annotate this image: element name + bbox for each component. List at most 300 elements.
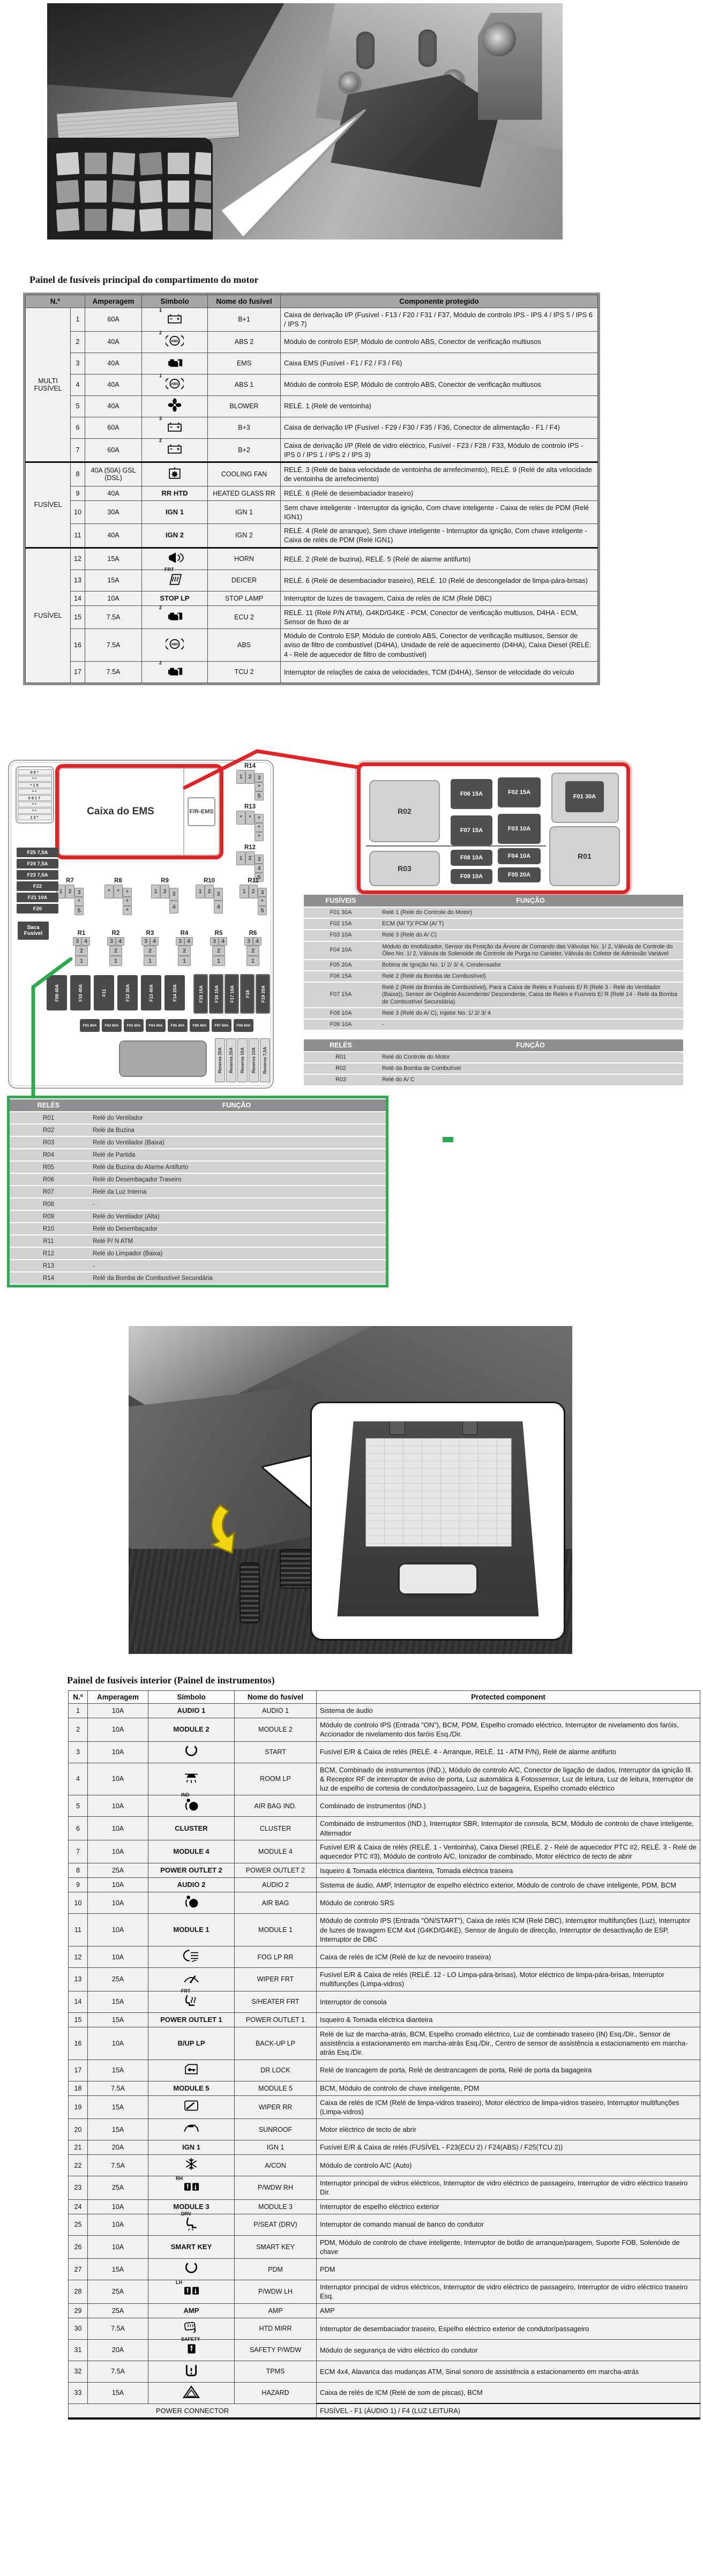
fuse-name: B+1 [208, 308, 281, 332]
table-row [69, 1991, 700, 2012]
fuse-name: START [235, 1741, 317, 1763]
table-row [69, 1878, 700, 1892]
protected-component: Interruptor de luzes de travagem, Caixa de relés de ICM (Relé DBC) [281, 591, 598, 605]
fuse-amperage: 15A [85, 548, 142, 570]
table-row [26, 438, 598, 462]
reles-function-table-right [304, 1038, 683, 1087]
table-row [26, 308, 598, 332]
cover-clip [462, 1417, 477, 1435]
fuse-symbol [148, 1863, 235, 1878]
fuse-block: F07 60A [212, 1019, 231, 1032]
protected-component: RELÉ. 1 (Relé de ventoinha) [281, 395, 598, 417]
fuse-number: 13 [71, 570, 85, 591]
fuse-number: 1 [71, 308, 85, 332]
table-row [69, 1817, 700, 1840]
interior-photo [129, 1326, 572, 1654]
reserve-fuse: Reserva 20A [226, 1038, 236, 1082]
fuse-name: AUDIO 1 [235, 1704, 317, 1718]
fuse-number: 20 [69, 2119, 88, 2140]
fuse-block: F12 30A [117, 975, 138, 1010]
fuse-symbol [148, 2060, 235, 2081]
table-row [26, 629, 598, 662]
fuse-block: F06 15A [451, 779, 492, 809]
fuse-name: AMP [235, 2303, 317, 2318]
fuse-symbol [148, 2155, 235, 2176]
fuse-symbol [142, 395, 208, 417]
item-id: F02 15A [304, 919, 378, 929]
table-row [69, 2176, 700, 2200]
table-row [69, 2012, 700, 2027]
fuse-name: IGN 1 [208, 500, 281, 524]
fuse-amperage: 10A [88, 2235, 148, 2259]
symbol-modifier: LH [176, 2279, 182, 2285]
protected-component: RELÉ. 6 (Relé de desembaciador traseiro) [281, 486, 598, 500]
fuse-name: ECU 2 [208, 605, 281, 629]
fuse-number: 18 [69, 2081, 88, 2095]
relay-chip-shape [56, 180, 79, 203]
abs-icon [166, 637, 184, 654]
reserve-fuse: Reserva 15A [237, 1038, 248, 1082]
fuse-number: 6 [69, 1817, 88, 1840]
relay-R13: R13 * * * * * [236, 804, 264, 841]
relay-chip-shape [168, 181, 190, 203]
fuse-symbol [148, 2382, 235, 2403]
fuse-block: F18 [240, 974, 255, 1014]
protected-component: Módulo de controlo ESP, Módulo de controlo ABS, Conector de verificação multiusos [281, 374, 598, 395]
symbol-text: SMART KEY [170, 2242, 212, 2251]
fuse-name: SAFETY P/WDW [235, 2339, 317, 2361]
connector-pin-label: 05* [18, 769, 52, 775]
fuse-name: S/HEATER FRT [235, 1991, 317, 2012]
symbol-modifier: FRT [164, 566, 174, 572]
relay-chip-shape [85, 209, 107, 231]
item-function: Relé do Ventilador (Baixa) [87, 1137, 386, 1148]
fuse-name: ROOM LP [235, 1763, 317, 1795]
ems-fusebox-diagram [8, 760, 274, 1089]
item-id: F08 10A [304, 1008, 378, 1019]
column-header: FUNÇÃO [378, 1039, 683, 1051]
fuse-name: P/SEAT (DRV) [235, 2214, 317, 2235]
fuse-amperage: 15A [85, 570, 142, 591]
fuse-block: F05 40A [168, 1019, 188, 1032]
protected-component: Motor eléctrico de tecto de abrir [317, 2119, 700, 2140]
fuse-name: BACK-UP LP [235, 2027, 317, 2060]
fuse-block: F08 60A [234, 1019, 253, 1032]
engine-icon [159, 605, 184, 625]
protected-component: Módulo de controlo A/C (Auto) [317, 2155, 700, 2176]
engine-fuse-table [25, 295, 598, 683]
table-row [26, 570, 598, 591]
connector-pin-label: ** [18, 789, 52, 795]
symbol-text: RR HTD [161, 489, 188, 497]
abs-icon [159, 372, 184, 393]
item-function: Relé da Buzina [87, 1125, 386, 1136]
connector-pin-label: ** [18, 776, 52, 782]
fuse-symbol [142, 661, 208, 683]
connector-pin-label: 12* [18, 814, 52, 820]
symbol-modifier: SAFETY [181, 2336, 200, 2342]
protected-component: Caixa de derivação I/P (Fusível - F13 / F20 / F31 / F37, Módulo de controlo IPS - IPS 4 / IPS 5 / IPS 6 / IPS 7) [281, 308, 598, 332]
ems-box-label: Caixa do EMS [87, 806, 154, 817]
table-row [10, 1223, 386, 1234]
fuse-symbol [142, 353, 208, 374]
fuse-panel-cover [337, 1417, 539, 1624]
fuse-block: F08 10A [451, 850, 492, 866]
protected-component: Sistema de áudio [317, 1704, 700, 1718]
protected-component: Interruptor de consola [317, 1991, 700, 2012]
fuse-name: MODULE 3 [235, 2199, 317, 2214]
item-function: Relé da Buzina do Alarme Antifurto [87, 1162, 386, 1173]
fuse-name: COOLING FAN [208, 462, 281, 486]
accelerator-pedal [240, 1562, 260, 1623]
protected-component: Módulo de controlo ESP, Módulo de controlo ABS, Conector de verificação multiusos [281, 331, 598, 353]
fuse-name: HORN [208, 548, 281, 570]
fuse-amperage: 20A [88, 2140, 148, 2155]
fuse-name: MODULE 5 [235, 2081, 317, 2095]
fuse-amperage: 10A [88, 1704, 148, 1718]
sunroof-icon [182, 2121, 200, 2138]
fuse-symbol [142, 331, 208, 353]
relay-R7: R7 1 2 3 * 5 [56, 878, 84, 915]
fuse-name: BLOWER [208, 395, 281, 417]
fuse-amperage: 10A [88, 1817, 148, 1840]
symbol-text: CLUSTER [175, 1824, 208, 1832]
table-row [69, 2155, 700, 2176]
symbol-modifier: 2 [159, 605, 162, 611]
table-row [26, 417, 598, 438]
diagram-connector-shape [119, 1040, 207, 1077]
fuse-number: 33 [69, 2382, 88, 2403]
column-header: Nome do fusível [235, 1691, 317, 1704]
protected-component: Fusível E/R & Caixa de relés (RELÉ. 12 - LO Limpa-pára-brisas), Motor eléctrico de limpa-pára-brisas, Interruptor multifunções (Limpa-vidros) [317, 1968, 700, 1991]
table-row [26, 500, 598, 524]
fuse-symbol [142, 605, 208, 629]
column-header: RELÉS [304, 1039, 378, 1051]
panel-slot [418, 29, 437, 67]
fuse-number: 3 [71, 353, 85, 374]
fuse-name: MODULE 2 [235, 1718, 317, 1742]
table-row [26, 374, 598, 395]
item-function: Relé do Desembaçador [87, 1223, 386, 1234]
fuse-number: 10 [69, 1892, 88, 1914]
fuse-name: MODULE 4 [235, 1840, 317, 1863]
fuse-name: ABS 1 [208, 374, 281, 395]
table-row [304, 971, 683, 982]
protected-component: Fusível E/R & Caixa de relés (RELÉ. 1 - Ventoinha), Caixa Diesel (RELÉ. 2 - Relé de aquecedor PTC #2, RELÉ. 3 - Relé de aquecedor PTC #3), Módulo de controlo A/C, Ionizador de combinado, Motor eléctrico de tecto de abrir [317, 1840, 700, 1863]
fuse-symbol [148, 2140, 235, 2155]
fuse-amperage: 10A [88, 1795, 148, 1817]
symbol-text: MODULE 4 [173, 1847, 210, 1856]
fuse-symbol [148, 2259, 235, 2280]
table-row [69, 2318, 700, 2339]
table-row [69, 2361, 700, 2382]
fuse-amperage: 10A [88, 1946, 148, 1968]
item-id: R06 [10, 1174, 87, 1185]
table-row [69, 1892, 700, 1914]
protected-component: Módulo de controlo IPS (Entrada "ON"), BCM, PDM, Espelho cromado eléctrico, Interruptor de nivelamento dos faróis, Accionador de nivelamento dos faróis Esq./Dir. [317, 1718, 700, 1742]
relay-chip-shape [85, 153, 107, 175]
fusebox-inset-photo [47, 138, 213, 239]
table-row [69, 2081, 700, 2095]
power-connector-component: FUSÍVEL - F1 (ÁUDIO 1) / F4 (LUZ LEITURA) [317, 2403, 700, 2418]
engine-block-shape [47, 3, 285, 98]
fuse-number: 19 [69, 2095, 88, 2119]
item-function: ECM (M/ T)/ PCM (A/ T) [378, 919, 683, 929]
fuse-number: 6 [71, 417, 85, 438]
fuse-number: 22 [69, 2155, 88, 2176]
fuse-name: P/WDW RH [235, 2176, 317, 2200]
fuse-amperage: 40A [85, 486, 142, 500]
item-function: Relé da Luz Interna [87, 1186, 386, 1197]
section-divider [366, 845, 546, 847]
doorlock-icon [182, 2062, 200, 2079]
fuse-name: STOP LAMP [208, 591, 281, 605]
symbol-modifier: RH [176, 2175, 183, 2181]
fuse-number: 25 [69, 2214, 88, 2235]
table-row [304, 930, 683, 940]
item-id: R11 [10, 1235, 87, 1247]
table-row [69, 2119, 700, 2140]
item-function: Relé da Bomba de Combustível Secundária [87, 1272, 386, 1284]
fuse-number: 12 [71, 548, 85, 570]
relay-R03: R03 [369, 851, 440, 886]
table-row [69, 2060, 700, 2081]
fuse-number: 17 [69, 2060, 88, 2081]
protected-component: Caixa de relés de ICM (Relé de luz de nevoeiro traseira) [317, 1946, 700, 1968]
reserve-fuse: Reserva 7,5A [260, 1038, 270, 1082]
table-row [304, 1020, 683, 1030]
fuse-number: 16 [69, 2027, 88, 2060]
symbol-modifier: 2 [159, 330, 162, 335]
relay-R12: R12 1 2 3 4 5 [236, 844, 264, 882]
symbol-text: B/UP LP [177, 2039, 205, 2047]
relay-R3: R3 3 4 2 1 [141, 930, 159, 966]
fuse-amperage: 10A [88, 2027, 148, 2060]
caption-interior-panel: Painel de fusíveis interior (Painel de instrumentos) [67, 1675, 275, 1686]
fuse-number: 9 [71, 486, 85, 500]
fuse-block: F10 40A [70, 975, 91, 1010]
table-row [304, 1052, 683, 1062]
symbol-text: AMP [183, 2306, 199, 2315]
item-function: Relé 1 (Relé do Controle do Motor) [378, 908, 683, 918]
fuse-amperage: 40A [85, 395, 142, 417]
fuse-symbol [148, 1704, 235, 1718]
fuse-symbol [142, 591, 208, 605]
reserve-fuse: Reserva 10A [249, 1038, 259, 1082]
table-row [26, 524, 598, 548]
fuse-number: 8 [71, 462, 85, 486]
seatheat-icon [181, 1988, 200, 2010]
item-function: Relé do Ventilador (Alta) [87, 1211, 386, 1222]
fuse-block: F02 60A [102, 1019, 122, 1032]
table-row [69, 1718, 700, 1742]
column-header: Componente protegido [281, 295, 598, 308]
protected-component: Combinado de instrumentos (IND.) [317, 1795, 700, 1817]
relay-chip-shape [168, 209, 190, 231]
fuse-symbol [148, 2336, 235, 2361]
svg-text:ABS: ABS [171, 339, 178, 343]
symbol-modifier: IND [181, 1792, 190, 1798]
symbol-text: MODULE 2 [173, 1725, 210, 1734]
item-id: R02 [10, 1125, 87, 1136]
table-row [26, 548, 598, 570]
relay-chip-shape [168, 153, 190, 175]
fuse-number: 17 [71, 661, 85, 683]
fuse-number: 24 [69, 2199, 88, 2214]
fuse-amperage: 7.5A [88, 2155, 148, 2176]
fuse-block: F07 15A [451, 815, 492, 845]
item-id: R03 [304, 1075, 378, 1085]
fuse-symbol [142, 629, 208, 662]
table-row [10, 1125, 386, 1136]
fuse-amperage: 10A [85, 591, 142, 605]
fuse-amperage: 10A [88, 2214, 148, 2235]
fuse-name: MODULE 1 [235, 1914, 317, 1946]
item-id: R09 [10, 1211, 87, 1222]
fuse-name: P/WDW LH [235, 2280, 317, 2304]
fuse-name: SMART KEY [235, 2235, 317, 2259]
fuse-group-label: MULTI FUSÍVEL [26, 308, 71, 462]
fuse-number: 4 [69, 1763, 88, 1795]
symbol-modifier: 1 [159, 372, 162, 378]
table-row [304, 1075, 683, 1085]
deicer-icon [164, 566, 184, 589]
symbol-text: MODULE 5 [173, 2084, 210, 2092]
fuse-name: IGN 2 [208, 524, 281, 548]
yellow-arrow-icon [204, 1500, 268, 1559]
tpms-icon [182, 2363, 200, 2380]
fuse-symbol [148, 1792, 235, 1817]
relay-R01: R01 [549, 826, 620, 886]
fuse-number: 7 [69, 1840, 88, 1863]
fuse-block: F19 20A [256, 974, 270, 1014]
protected-component: Isqueiro & Tomada eléctrica dianteira [317, 2012, 700, 2027]
table-row [69, 2280, 700, 2304]
fuse-amperage: 25A [88, 1863, 148, 1878]
table-row [10, 1186, 386, 1197]
fuse-number: 3 [69, 1741, 88, 1763]
table-row [69, 2303, 700, 2318]
item-id: R10 [10, 1223, 87, 1234]
fuse-amperage: 20A [88, 2339, 148, 2361]
protected-component: Caixa de derivação I/P (Fusível - F29 / F30 / F35 / F36, Conector de alimentação - F1 / F4) [281, 417, 598, 438]
symbol-text: IGN 1 [166, 507, 184, 516]
fuse-symbol [148, 2235, 235, 2259]
item-function: - [378, 1020, 683, 1030]
fuse-block: F01 80A [80, 1019, 100, 1032]
protected-component: BCM, Combinado de instrumentos (IND.), Módulo de controlo A/C, Conector de ligação de dados, Interruptor da ignição Ill. & Receptor RF de interruptor de aviso de porta, Luz automática & Fotossensor, Luz de leitura, Luz de leitura, Interruptor de luz de espelho de cortesia de condutor/passageiro, Luz de bagageira, Espelho cromado eléctrico [317, 1763, 700, 1795]
fuse-symbol [142, 308, 208, 332]
fuse-number: 2 [71, 331, 85, 353]
fuse-number: 13 [69, 1968, 88, 1991]
fuse-amperage: 25A [88, 1968, 148, 1991]
relay-chip-shape [56, 152, 79, 175]
fuse-symbol [142, 524, 208, 548]
fuse-number: 30 [69, 2318, 88, 2339]
fuse-number: 9 [69, 1878, 88, 1892]
fuse-number: 5 [71, 395, 85, 417]
fuse-symbol [148, 1741, 235, 1763]
relay-R11: R11 1 2 3 * 5 [240, 878, 267, 915]
relay-R4: R4 3 4 2 1 [175, 930, 193, 966]
fuse-amperage: 10A [88, 2199, 148, 2214]
fuse-number: 26 [69, 2235, 88, 2259]
callout-arrow-icon [207, 107, 372, 239]
fog-icon [182, 1949, 200, 1965]
fuse-name: HEATED GLASS RR [208, 486, 281, 500]
protected-component: AMP [317, 2303, 700, 2318]
table-row [10, 1260, 386, 1271]
symbol-text: AUDIO 1 [177, 1706, 206, 1714]
fuse-number: 14 [69, 1991, 88, 2012]
protected-component: Relé de luz de marcha-atrás, BCM, Espelho cromado eléctrico, Luz de combinado traseiro (IN) Esq./Dir., Sensor de assistência a estacionamento em marcha-atrás Esq./Dir., Centro de sensor de assistência a estacionamento em marcha-atrás Esq./Dir. [317, 2027, 700, 2060]
relay-chip-shape [139, 180, 162, 203]
protected-component: Interruptor de comando manual de banco do condutor [317, 2214, 700, 2235]
connector-pin-label: ** [18, 802, 52, 807]
fuse-amperage: 40A (50A) GSL (DSL) [85, 462, 142, 486]
fuse-name: DEICER [208, 570, 281, 591]
item-function: Relé 2 (Relé da Bomba de Combustível), Para a Caixa de Relés e Fusíveis E/ R (Relé 3 - Relé do Ventilador (Baixa)), Sensor de Oxigênio Ascendente/ Descendente, Caixa de Relés e Fusíveis E/ R (Relé 14 - Relé da Bomba de Combustível Secundária) [378, 983, 683, 1007]
fuse-number: 14 [71, 591, 85, 605]
table-row [69, 1863, 700, 1878]
column-header: Símbolo [148, 1691, 235, 1704]
relay-R10: R10 1 2 3 4 [196, 878, 223, 913]
symbol-text: POWER OUTLET 1 [160, 2015, 222, 2024]
panel-slot [356, 32, 375, 69]
fuse-number: 16 [71, 629, 85, 662]
fuse-name: B+3 [208, 417, 281, 438]
fuse-symbol [148, 1946, 235, 1968]
item-function: Bobina de Ignição No. 1/ 2/ 3/ 4, Condensador [378, 960, 683, 970]
fuse-number: 10 [71, 500, 85, 524]
table-row [69, 1840, 700, 1863]
relay-R14: R14 1 2 3 * 5 [236, 763, 264, 800]
fuse-name: POWER OUTLET 2 [235, 1863, 317, 1878]
fuse-amperage: 40A [85, 331, 142, 353]
relay-chip-shape [139, 208, 162, 231]
connector-pin-label: ** [18, 808, 52, 814]
fr-ems-box: F/R-EMS [188, 797, 215, 826]
item-id: R13 [10, 1260, 87, 1271]
table-row [69, 2199, 700, 2214]
item-id: F04 10A [304, 942, 378, 959]
fuse-amperage: 40A [85, 353, 142, 374]
symbol-modifier: 3 [159, 415, 162, 421]
table-row [304, 1064, 683, 1074]
table-row [26, 462, 598, 486]
fuse-name: WIPER RR [235, 2095, 317, 2119]
fuse-number: 15 [69, 2012, 88, 2027]
fuse-symbol [148, 2012, 235, 2027]
protected-component: Relé de trancagem de porta, Relé de destrancagem de porta, Relé de porta da bagageira [317, 2060, 700, 2081]
fuse-name: AUDIO 2 [235, 1878, 317, 1892]
symbol-text: STOP LP [160, 594, 190, 602]
fuse-cover-callout [310, 1402, 565, 1641]
fuse-amperage: 40A [85, 524, 142, 548]
fuse-name: TCU 2 [208, 661, 281, 683]
table-row [69, 2235, 700, 2259]
fuse-name: A/CON [235, 2155, 317, 2176]
symbol-text: IGN 1 [182, 2143, 200, 2152]
fuse-number: 27 [69, 2259, 88, 2280]
fuse-symbol [148, 1914, 235, 1946]
table-row [304, 942, 683, 959]
fuse-symbol [148, 2176, 235, 2200]
fuse-block: F03 10A [498, 814, 541, 844]
fuse-amperage: 10A [88, 1840, 148, 1863]
fuse-symbol [148, 1718, 235, 1742]
symbol-text: MODULE 1 [173, 1926, 210, 1934]
